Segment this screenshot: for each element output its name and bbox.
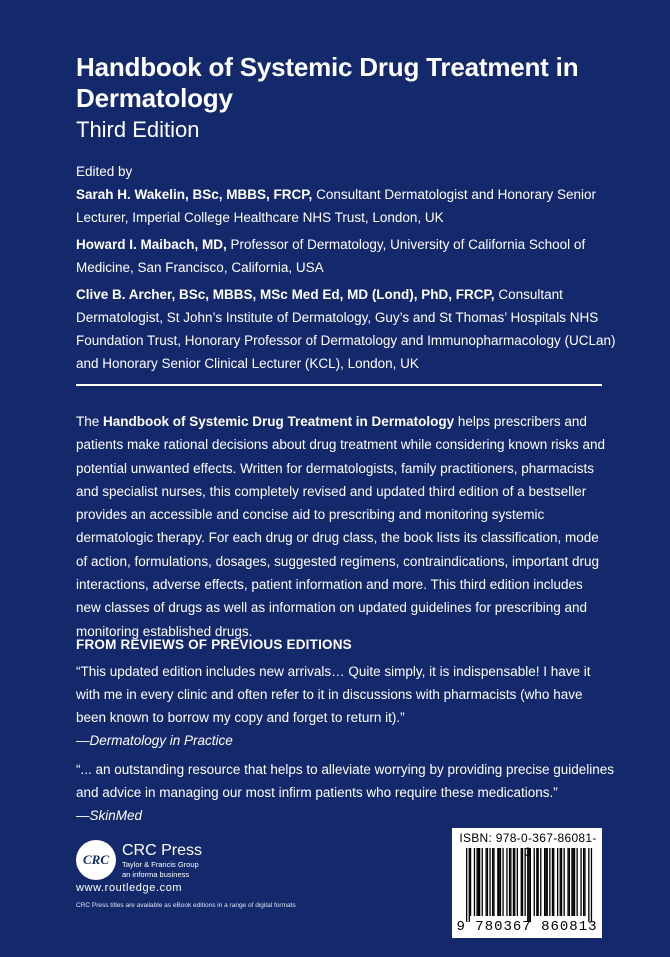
isbn-label: ISBN: 978-0-367-86081- xyxy=(459,831,597,845)
description-body: helps prescribers and patients make rational decisions about drug treatment while considering known risks and potential unwanted effects. Written for dermatologists, family practitioners, pharmacists and specialist nurses, this completely revised and updated third edition of a bestseller provides an accessible and concise aid to prescribing and monitoring systemic dermatologic therapy. For each drug or drug class, the book lists its classification, mode of action, formulations, dosages, suggested regimens, contraindications, important drug interactions, adverse effects, patient information and more. This third edition includes new classes of drugs as well as information on updated guidelines for prescribing and monitoring established drugs. xyxy=(76,414,606,639)
publisher-name: CRC Press xyxy=(122,842,203,859)
barcode-bar xyxy=(534,848,535,916)
barcode-bar xyxy=(545,848,546,916)
barcode-bar xyxy=(553,848,554,916)
barcode-bar xyxy=(588,848,589,922)
barcode-bar xyxy=(540,848,541,916)
editor-affiliation: Consultant Dermatologist and Honorary Senior Lecturer, Imperial College Healthcare NHS Trust, London, UK xyxy=(76,187,596,225)
barcode-bar xyxy=(569,848,570,916)
barcode-bar xyxy=(574,848,575,916)
reviews-heading: FROM REVIEWS OF PREVIOUS EDITIONS xyxy=(76,637,352,652)
barcode-bar xyxy=(493,848,494,916)
ebook-footnote: CRC Press titles are available as eBook editions in a range of digital formats xyxy=(76,902,296,909)
book-description xyxy=(76,410,608,643)
review-quote: “This updated edition includes new arrivals… Quite simply, it is indispensable! I have it with me in every clinic and often refer to it in discussions with pharmacists (who have been known to borrow my copy and forget to return it).” xyxy=(76,664,591,725)
editor-name: Howard I. Maibach, MD, xyxy=(76,237,227,252)
barcode-bar xyxy=(591,848,592,922)
barcode-bar xyxy=(561,848,562,916)
barcode-bar xyxy=(469,848,470,922)
barcode-bar xyxy=(538,848,539,916)
barcode-bar xyxy=(517,848,518,916)
edition-label: Third Edition xyxy=(76,117,200,142)
editor-affiliation: Professor of Dermatology, University of California School of Medicine, San Francisco, California, USA xyxy=(76,237,586,275)
review-source: —Dermatology in Practice xyxy=(76,733,233,748)
review-item xyxy=(76,660,616,752)
barcode-digits: 9 780367 860813 xyxy=(456,919,598,935)
publisher-website: www.routledge.com xyxy=(76,882,183,894)
review-item xyxy=(76,758,616,827)
barcode-bar xyxy=(528,848,529,922)
barcode-bar xyxy=(521,848,522,916)
review-quote: “... an outstanding resource that helps to alleviate worrying by providing precise guidelines and advice in managing our most infirm patients who require these medications.” xyxy=(76,762,615,800)
barcode-bar xyxy=(486,848,487,916)
section-divider xyxy=(76,384,602,386)
barcode-bar xyxy=(549,848,550,916)
barcode-bar xyxy=(487,848,488,916)
barcode-bar xyxy=(577,848,578,916)
barcode-bar xyxy=(557,848,558,916)
review-source: —SkinMed xyxy=(76,808,143,823)
barcode-bar xyxy=(466,848,467,922)
editor-entry xyxy=(76,233,616,279)
barcode-bar xyxy=(564,848,565,916)
barcode-bar xyxy=(489,848,490,916)
publisher-tagline-business: an informa business xyxy=(122,870,190,879)
barcode-bar xyxy=(584,848,585,916)
barcode-bar xyxy=(527,848,528,922)
barcode-bar xyxy=(482,848,483,916)
barcode-bar xyxy=(544,848,545,916)
barcode-bar xyxy=(573,848,574,916)
barcode-bar xyxy=(478,848,479,916)
description-prefix: The xyxy=(76,414,104,429)
barcode-bar xyxy=(513,848,514,916)
barcode-bar xyxy=(514,848,515,916)
barcode-bar xyxy=(560,848,561,916)
barcode-bar xyxy=(492,848,493,916)
book-title: Handbook of Systemic Drug Treatment in Dermatology xyxy=(76,52,579,113)
barcode-bar xyxy=(510,848,511,916)
barcode-bar xyxy=(547,848,548,916)
barcode-bar xyxy=(525,848,526,916)
barcode-bar xyxy=(536,848,537,916)
barcode-bar xyxy=(583,848,584,916)
publisher-tagline-group: Taylor & Francis Group xyxy=(122,860,199,869)
publisher-tagline xyxy=(122,860,199,880)
barcode-bar xyxy=(497,848,498,916)
editor-name: Sarah H. Wakelin, BSc, MBBS, FRCP, xyxy=(76,187,313,202)
isbn-barcode-box xyxy=(452,828,602,938)
barcode-bar xyxy=(509,848,510,916)
barcode-bar xyxy=(580,848,581,916)
barcode-bar xyxy=(571,848,572,916)
editor-affiliation: Consultant Dermatologist, St John’s Institute of Dermatology, Guy’s and St Thomas’ Hospitals NHS Foundation Trust, Honorary Professor of Dermatology and Immunopharmacology (UCLan) and Honorary Senior Clinical Lecturer (KCL), London, UK xyxy=(76,287,616,371)
barcode-bar xyxy=(522,848,523,916)
barcode-bar xyxy=(530,848,531,922)
barcode-bar xyxy=(500,848,501,916)
barcode-bar xyxy=(479,848,480,916)
editor-entry xyxy=(76,283,616,375)
barcode-bar xyxy=(476,848,477,916)
description-book-title: Handbook of Systemic Drug Treatment in Dermatology xyxy=(103,414,455,429)
barcode-bar xyxy=(499,848,500,916)
editors-section xyxy=(76,160,616,379)
barcode-bar xyxy=(474,848,475,916)
barcode-bar xyxy=(567,848,568,916)
barcode-bar xyxy=(502,848,503,916)
reviews-section xyxy=(76,660,616,833)
editor-name: Clive B. Archer, BSc, MBBS, MSc Med Ed, MD (Lond), PhD, FRCP, xyxy=(76,287,495,302)
editor-entry xyxy=(76,183,616,229)
edited-by-label: Edited by xyxy=(76,164,133,179)
crc-logo-icon: CRC xyxy=(76,840,116,880)
barcode-bar xyxy=(552,848,553,916)
barcode-bar xyxy=(506,848,507,916)
barcode-bar xyxy=(470,848,471,916)
